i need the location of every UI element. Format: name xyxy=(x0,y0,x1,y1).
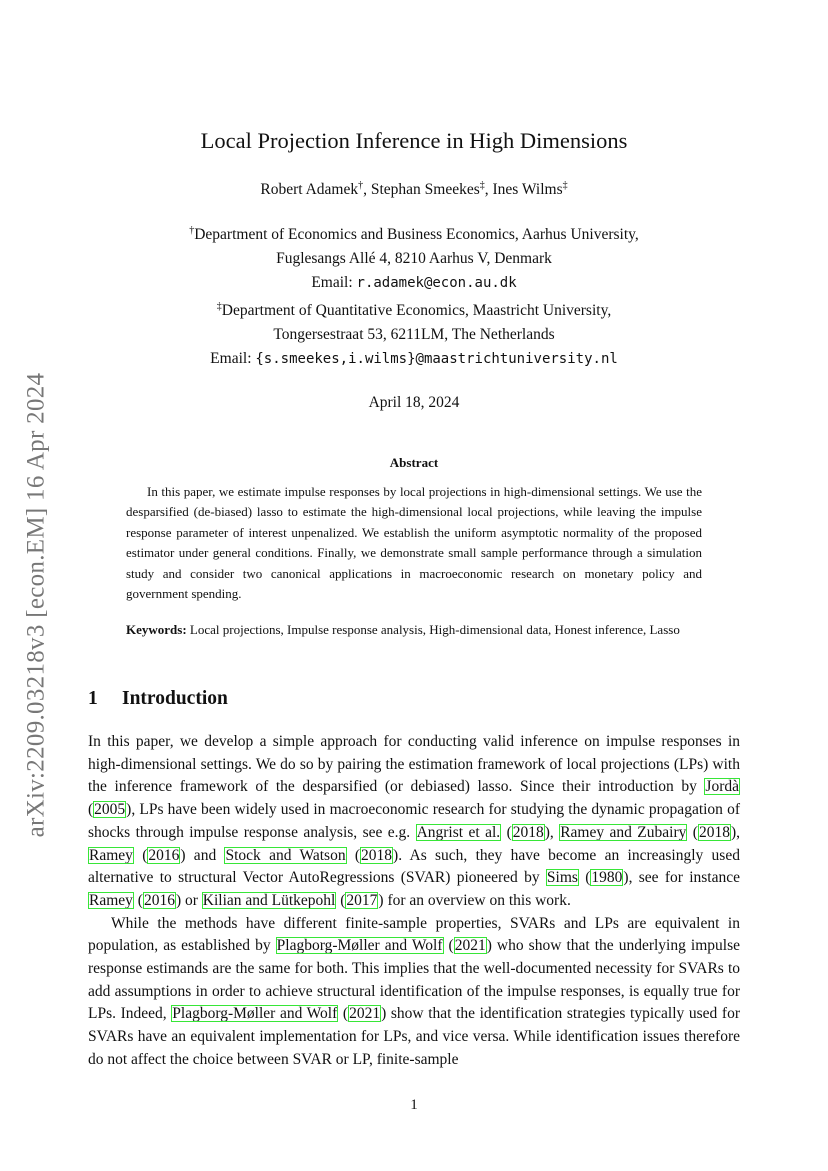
affiliations xyxy=(88,219,740,372)
citation-link[interactable]: 2018 xyxy=(698,823,730,841)
arxiv-id: arXiv:2209.03218v3 [econ.EM] 16 Apr 2024 xyxy=(22,372,49,838)
affiliation-mark: † xyxy=(189,225,195,236)
citation-link[interactable]: 1980 xyxy=(591,869,623,887)
paragraph: While the methods have different finite-sample properties, SVARs and LPs are equivalent in population, as established by Plagborg-Møller and Wolf (2021) who show that the underlying impulse response estimands are the same for both. This implies that the well-documented necessity for SVARs to add assumptions in order to achieve structural identification of the impulse responses, is equally true for LPs. Indeed, Plagborg-Møller and Wolf (2021) show that the identification strategies typically used for SVARs have an equivalent implementation for LPs, and vice versa. While identification issues therefore do not affect the choice between SVAR or LP, finite-sample xyxy=(88,914,740,1068)
email-label: Email: xyxy=(311,273,357,291)
affiliation-line: Department of Economics and Business Economics, Aarhus University, xyxy=(194,226,639,244)
arxiv-sidebar xyxy=(20,340,52,870)
affiliation-1 xyxy=(88,219,740,247)
affiliation-address: Tongersestraat 53, 6211LM, The Netherlands xyxy=(273,326,555,344)
section-title: Introduction xyxy=(122,688,228,709)
body-text xyxy=(88,731,740,1072)
affiliation-line: Department of Quantitative Economics, Maastricht University, xyxy=(221,302,612,320)
citation-link[interactable]: 2005 xyxy=(94,801,126,819)
citation-link[interactable]: 2018 xyxy=(361,846,393,864)
citation-link[interactable]: 2021 xyxy=(454,937,486,955)
citation-link[interactable]: 2016 xyxy=(143,891,175,909)
citation-link[interactable]: Ramey and Zubairy xyxy=(560,823,687,841)
keywords-text: Local projections, Impulse response analysis, High-dimensional data, Honest inference, Lasso xyxy=(186,622,680,637)
citation-link[interactable]: Ramey xyxy=(89,891,133,909)
author-list: Robert Adamek†, Stephan Smeekes‡, Ines Wilms‡ xyxy=(260,180,568,199)
section-heading xyxy=(88,688,228,710)
citation-link[interactable]: 2018 xyxy=(512,823,544,841)
author-name: Robert Adamek xyxy=(260,181,359,199)
email-address[interactable]: r.adamek@econ.au.dk xyxy=(356,274,517,291)
keywords-label: Keywords: xyxy=(126,622,187,637)
citation-link[interactable]: Stock and Watson xyxy=(225,846,346,864)
keywords xyxy=(126,620,702,640)
citation-link[interactable]: Kilian and Lütkepohl xyxy=(202,891,336,909)
author-mark: ‡ xyxy=(562,180,568,191)
author-name: Ines Wilms xyxy=(492,181,563,199)
email-line-2 xyxy=(88,347,740,372)
page-number: 1 xyxy=(410,1097,418,1113)
email-label: Email: xyxy=(210,349,256,367)
email-line-1 xyxy=(88,271,740,296)
author-mark: † xyxy=(358,180,364,191)
paragraph: In this paper, we develop a simple approach for conducting valid inference on impulse responses in high-dimensional settings. We do so by pairing the estimation framework of local projections (LPs) with the inference framework of the desparsified (or debiased) lasso. Since their introduction by Jordà (2005), LPs have been widely used in macroeconomic research for studying the dynamic propagation of shocks through impulse response analysis, see e.g. Angrist et al. (2018), Ramey and Zubairy (2018), Ramey (2016) and Stock and Watson (2018). As such, they have become an increasingly used alternative to structural Vector AutoRegressions (SVAR) pioneered by Sims (1980), see for instance Ramey (2016) or Kilian and Lütkepohl (2017) for an overview on this work. xyxy=(88,733,740,909)
affiliation-mark: ‡ xyxy=(216,301,222,313)
citation-link[interactable]: Angrist et al. xyxy=(416,823,501,841)
affiliation-address: Fuglesangs Allé 4, 8210 Aarhus V, Denmark xyxy=(276,249,552,267)
citation-link[interactable]: 2021 xyxy=(349,1005,381,1023)
abstract-text: In this paper, we estimate impulse responses by local projections in high-dimensional settings. We use the desparsified (de-biased) lasso to estimate the high-dimensional local projections, while leaving the impulse response parameter of interest unpenalized. We establish the uniform asymptotic normality of the proposed estimator under general conditions. Finally, we demonstrate small sample performance through a simulation study and consider two canonical applications in macroeconomic research on monetary policy and government spending. xyxy=(126,484,702,602)
author-name: Stephan Smeekes xyxy=(370,181,480,199)
paper-title: Local Projection Inference in High Dimensions xyxy=(200,128,628,153)
citation-link[interactable]: 2016 xyxy=(148,846,180,864)
section-number: 1 xyxy=(88,688,98,709)
paper-date: April 18, 2024 xyxy=(368,394,460,411)
citation-link[interactable]: 2017 xyxy=(346,891,378,909)
email-address[interactable]: {s.smeekes,i.wilms}@maastrichtuniversity.nl xyxy=(255,350,618,367)
abstract-heading: Abstract xyxy=(389,455,439,470)
affiliation-2 xyxy=(88,295,740,323)
citation-link[interactable]: Ramey xyxy=(89,846,133,864)
citation-link[interactable]: Sims xyxy=(546,869,578,887)
citation-link[interactable]: Jordà xyxy=(705,778,739,796)
author-mark: ‡ xyxy=(479,180,485,191)
citation-link[interactable]: Plagborg-Møller and Wolf xyxy=(276,937,443,955)
citation-link[interactable]: Plagborg-Møller and Wolf xyxy=(172,1005,338,1023)
